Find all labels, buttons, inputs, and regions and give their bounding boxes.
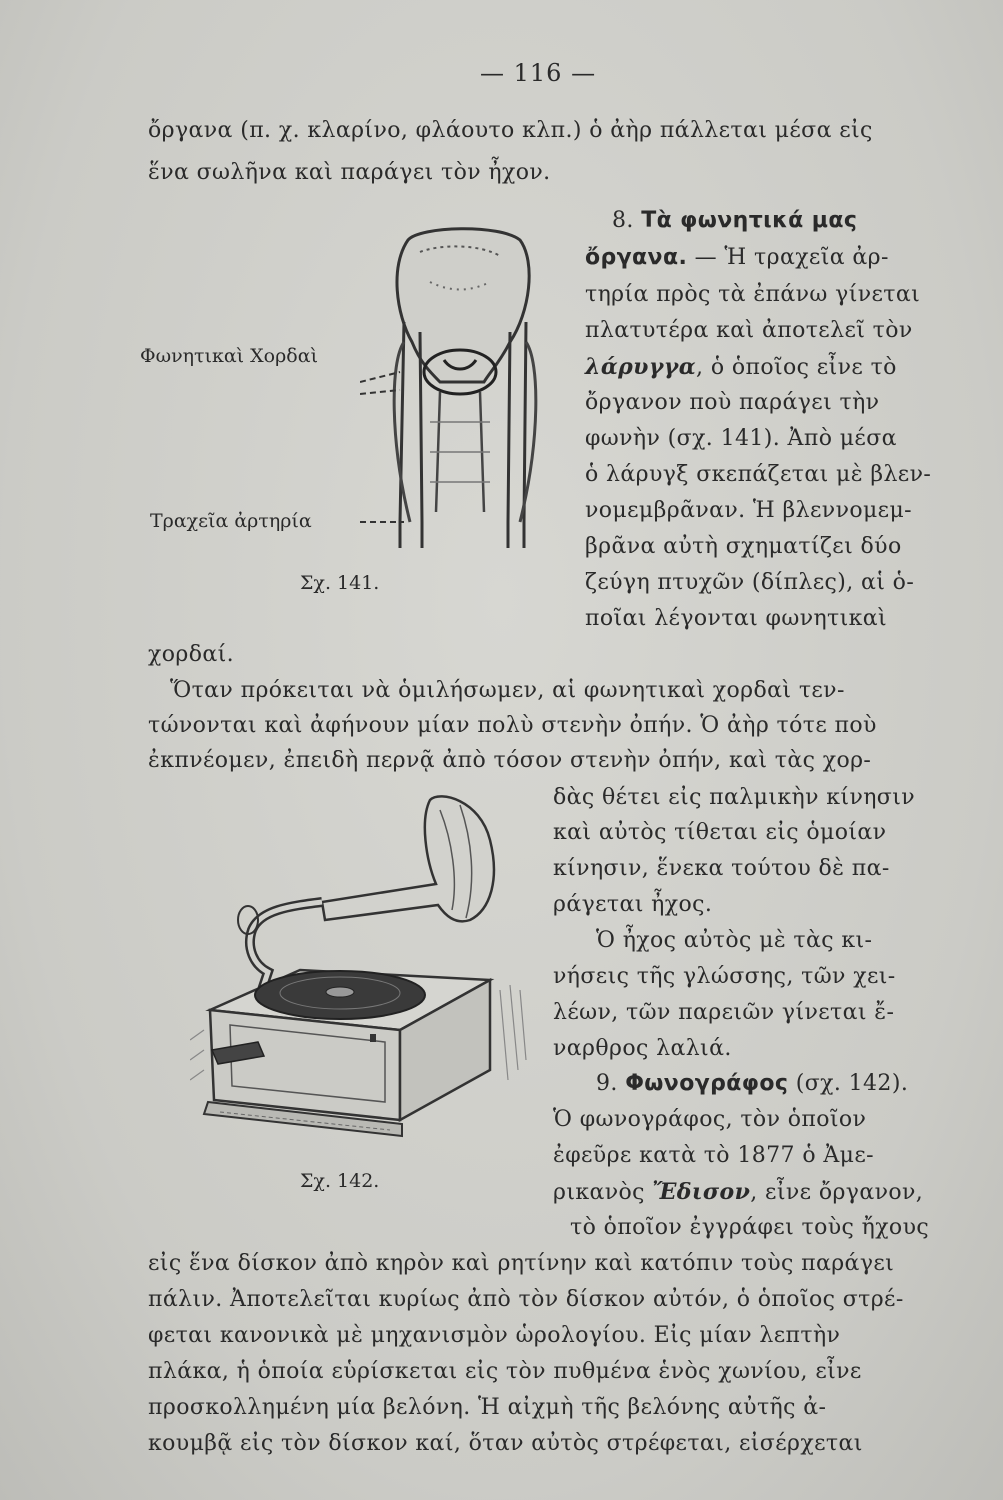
text-line: χορδαί.: [148, 642, 235, 667]
section-9-heading: 9. Φωνογράφος (σχ. 142).: [596, 1071, 909, 1096]
text-line: ποῖαι λέγονται φωνητικαὶ: [585, 606, 888, 631]
text-line: λέων, τῶν παρειῶν γίνεται ἔ-: [553, 1000, 895, 1025]
text-line: βρᾶνα αὐτὴ σχηματίζει δύο: [585, 534, 902, 559]
phonograph-illustration: [190, 780, 550, 1140]
text-line: ὄργανον ποὺ παράγει τὴν: [585, 390, 880, 415]
text-line: κίνησιν, ἕνεκα τούτου δὲ πα-: [553, 856, 890, 881]
text-line: ράγεται ἦχος.: [553, 892, 713, 917]
larynx-illustration: [360, 222, 560, 552]
text-line: τώνονται καὶ ἀφήνουν μίαν πολὺ στενὴν ὀπήν. Ὁ ἀὴρ τότε ποὺ: [148, 713, 877, 738]
text-line: ἐκπνέομεν, ἐπειδὴ περνᾷ ἀπὸ τόσον στενὴν ὀπήν, καὶ τὰς χορ-: [148, 748, 872, 773]
figure-141-caption: Σχ. 141.: [300, 572, 380, 594]
text-line: δὰς θέτει εἰς παλμικὴν κίνησιν: [553, 785, 916, 810]
section-8-heading: 8. Τὰ φωνητικά μας: [612, 208, 858, 233]
page-number: — 116 —: [480, 59, 597, 87]
text-line: φεται κανονικὰ μὲ μηχανισμὸν ὡρολογίου. Εἰς μίαν λεπτὴν: [148, 1323, 841, 1348]
text-line: ρικανὸς Ἔδισον, εἶνε ὄργανον,: [553, 1179, 924, 1205]
text-line: πάλιν. Ἀποτελεῖται κυρίως ἀπὸ τὸν δίσκον αὐτόν, ὁ ὁποῖος στρέ-: [148, 1287, 904, 1312]
text-line: καὶ αὐτὸς τίθεται εἰς ὁμοίαν: [553, 820, 887, 845]
text-line: νομεμβρᾶναν. Ἡ βλεννομεμ-: [585, 498, 913, 523]
text-line: Ὅταν πρόκειται νὰ ὁμιλήσωμεν, αἱ φωνητικαὶ χορδαὶ τεν-: [170, 678, 845, 703]
text-line: ζεύγη πτυχῶν (δίπλες), αἱ ὁ-: [585, 570, 915, 595]
text-line: ὄργανα (π. χ. κλαρίνο, φλάουτο κλπ.) ὁ ἀὴρ πάλλεται μέσα εἰς: [148, 118, 873, 143]
text-line: προσκολλημένη μία βελόνη. Ἡ αἰχμὴ τῆς βελόνης αὐτῆς ἀ-: [148, 1395, 827, 1420]
text-line: πλατυτέρα καὶ ἀποτελεῖ τὸν: [585, 318, 913, 343]
text-line: ἕνα σωλῆνα καὶ παράγει τὸν ἦχον.: [148, 160, 551, 185]
text-line: εἰς ἕνα δίσκον ἀπὸ κηρὸν καὶ ρητίνην καὶ κατόπιν τοὺς παράγει: [148, 1251, 895, 1276]
text-line: ὁ λάρυγξ σκεπάζεται μὲ βλεν-: [585, 462, 932, 487]
text-line: λάρυγγα, ὁ ὁποῖος εἶνε τὸ: [585, 354, 897, 380]
text-line: Ὁ φωνογράφος, τὸν ὁποῖον: [553, 1107, 867, 1132]
label-vocal-cords: Φωνητικαὶ Χορδαὶ: [140, 345, 319, 367]
text-line: πλάκα, ἡ ὁποία εὑρίσκεται εἰς τὸν πυθμένα ἑνὸς χωνίου, εἶνε: [148, 1359, 862, 1384]
text-line: νήσεις τῆς γλώσσης, τῶν χει-: [553, 964, 896, 989]
text-line: ναρθρος λαλιά.: [553, 1036, 732, 1061]
text-line: Ὁ ἦχος αὐτὸς μὲ τὰς κι-: [596, 928, 873, 953]
text-line: τὸ ὁποῖον ἐγγράφει τοὺς ἤχους: [570, 1215, 930, 1240]
text-line: τηρία πρὸς τὰ ἐπάνω γίνεται: [585, 282, 921, 307]
text-line: ἐφεῦρε κατὰ τὸ 1877 ὁ Ἀμε-: [553, 1143, 874, 1168]
figure-142-caption: Σχ. 142.: [300, 1170, 380, 1192]
text-line: φωνὴν (σχ. 141). Ἀπὸ μέσα: [585, 426, 897, 451]
text-line: ὄργανα. — Ἡ τραχεῖα ἀρ-: [585, 245, 889, 270]
text-line: κουμβᾷ εἰς τὸν δίσκον καί, ὅταν αὐτὸς στρέφεται, εἰσέρχεται: [148, 1431, 863, 1456]
label-trachea: Τραχεῖα ἀρτηρία: [150, 510, 312, 532]
